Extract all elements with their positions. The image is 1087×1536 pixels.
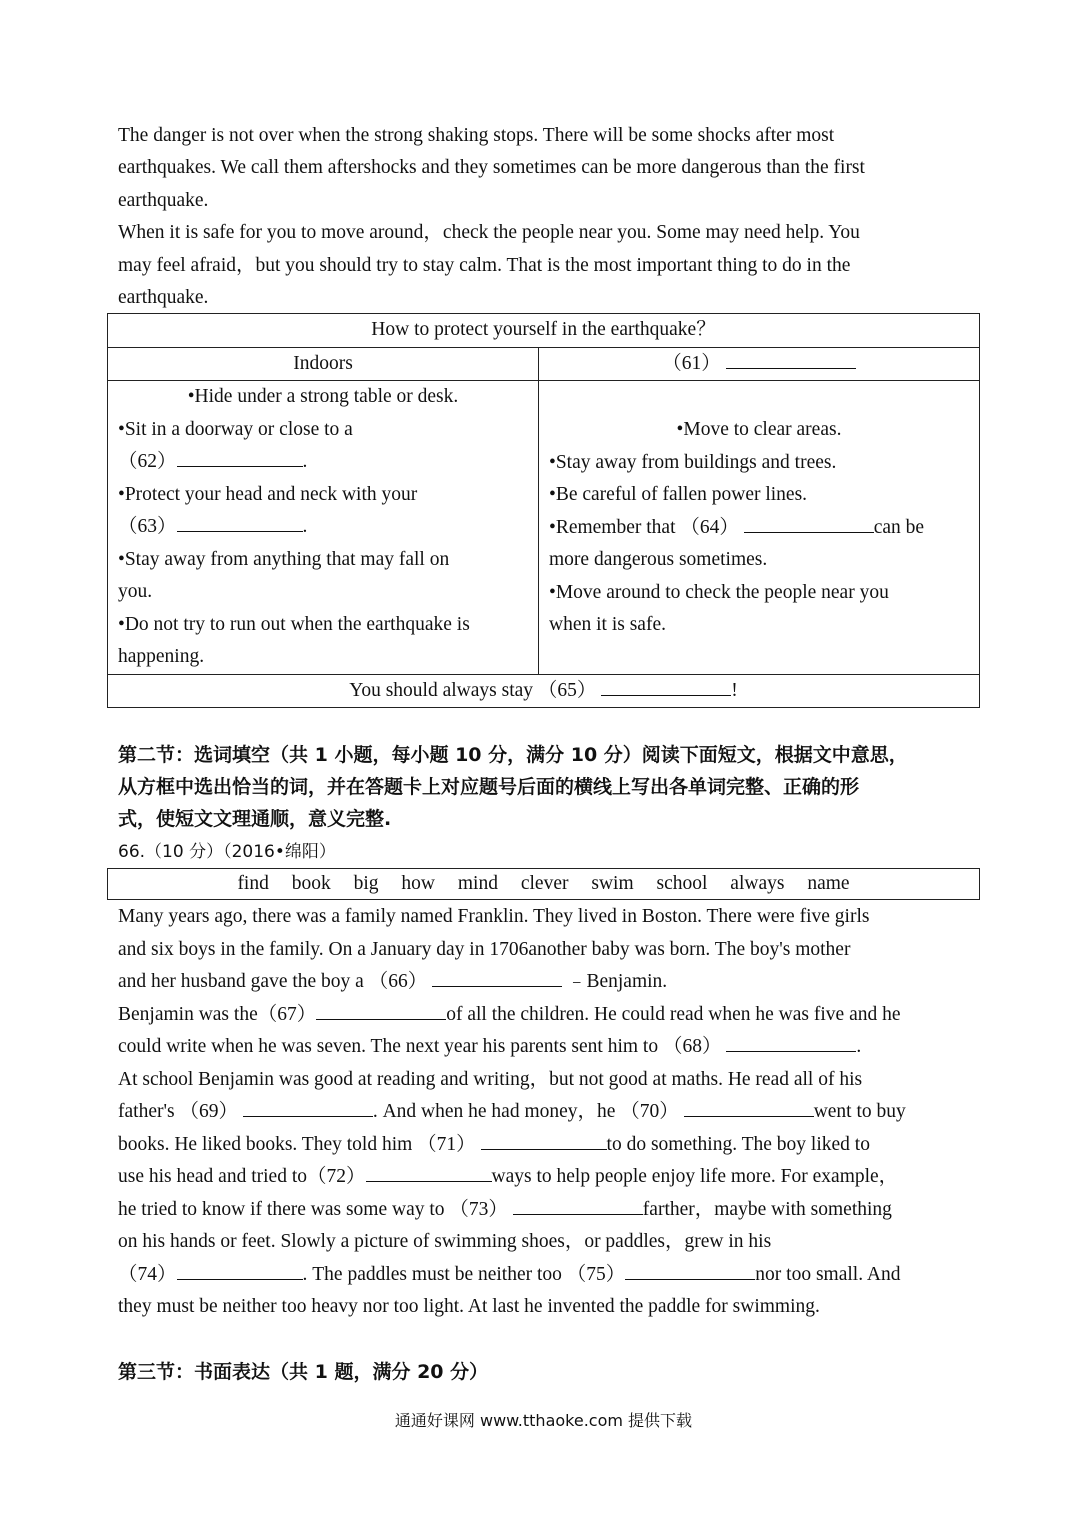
blank-61-label: （61）: [662, 352, 721, 374]
blank-66[interactable]: [432, 966, 562, 987]
word-bank-item: big: [353, 873, 379, 894]
passage-line: The danger is not over when the strong shaking stops. There will be some shocks after most: [118, 125, 835, 146]
blank-61[interactable]: [726, 348, 856, 369]
word-bank-item: mind: [457, 873, 498, 894]
passage-line: could write when he was seven. The next year his parents sent him to （68） .: [118, 1031, 861, 1063]
indoors-bullet: •Stay away from anything that may fall on: [118, 548, 450, 570]
indoors-cell: [108, 381, 539, 675]
outdoors-bullet-cont: more dangerous sometimes.: [549, 549, 768, 570]
passage-line: earthquake.: [118, 190, 209, 211]
blank-65[interactable]: [601, 675, 731, 696]
passage-line: When it is safe for you to move around，check the people near you. Some may need help. You: [118, 222, 860, 243]
indoors-bullet: •Protect your head and neck with your: [118, 483, 418, 505]
word-bank-item: how: [401, 873, 435, 894]
indoors-bullet-cont: （63） .: [118, 511, 528, 544]
blank-74[interactable]: [177, 1259, 303, 1280]
table-footer: You should always stay （65） !: [108, 674, 980, 708]
blank-71[interactable]: [481, 1129, 607, 1150]
indoors-bullet-cont: you.: [118, 581, 153, 602]
outdoors-cell: [539, 381, 980, 675]
section-heading: 式，使短文文理通顺，意义完整.: [118, 808, 392, 830]
passage-line: Benjamin was the（67） of all the children. He could read when he was five and he: [118, 999, 901, 1031]
passage-line: use his head and tried to（72） ways to help people enjoy life more. For example，: [118, 1161, 898, 1193]
passage-line: Many years ago, there was a family named Franklin. They lived in Boston. There were five girls: [118, 906, 870, 927]
word-bank-item: always: [730, 873, 785, 894]
blank-73[interactable]: [513, 1194, 643, 1215]
blank-67[interactable]: [316, 999, 446, 1020]
blank-69[interactable]: [243, 1096, 373, 1117]
outdoors-bullet: •Stay away from buildings and trees.: [549, 451, 837, 473]
passage-line: （74） . The paddles must be neither too （75） nor too small. And: [118, 1259, 900, 1291]
blank-72[interactable]: [366, 1161, 492, 1182]
blank-75[interactable]: [625, 1259, 755, 1280]
outdoors-bullet: •Move to clear areas.: [676, 419, 842, 440]
blank-63[interactable]: [177, 511, 303, 532]
question-label: 66.（10 分）（2016•绵阳）: [118, 842, 336, 862]
blank-70[interactable]: [684, 1096, 814, 1117]
indoors-bullet: •Do not try to run out when the earthquake is: [118, 613, 470, 635]
passage-line: father's （69） . And when he had money，he （70） went to buy: [118, 1096, 906, 1128]
earthquake-table: [107, 313, 980, 708]
table-title: How to protect yourself in the earthquake？: [108, 314, 980, 348]
passage-line: they must be neither too heavy nor too light. At last he invented the paddle for swimming.: [118, 1296, 820, 1317]
outdoors-bullet: •Be careful of fallen power lines.: [549, 484, 808, 505]
indoors-bullet-cont: （62） .: [118, 446, 528, 479]
indoors-bullet-cont: happening.: [118, 646, 205, 667]
word-bank: [107, 868, 980, 900]
passage-line: on his hands or feet. Slowly a picture of swimming shoes，or paddles，grew in his: [118, 1231, 772, 1252]
indoors-bullet: •Sit in a doorway or close to a: [118, 418, 353, 440]
passage-line: and six boys in the family. On a January day in 1706another baby was born. The boy's mother: [118, 939, 851, 960]
section-heading: 从方框中选出恰当的词，并在答题卡上对应题号后面的横线上写出各单词完整、正确的形: [118, 776, 860, 798]
word-bank-item: find: [237, 873, 269, 894]
page-footer: 通通好课网 www.tthaoke.com 提供下载: [394, 1411, 693, 1430]
passage-line: he tried to know if there was some way to （73） farther，maybe with something: [118, 1194, 892, 1226]
blank-62[interactable]: [177, 446, 303, 467]
word-bank-item: school: [656, 873, 708, 894]
word-bank-item: name: [807, 873, 850, 894]
blank-68[interactable]: [726, 1031, 856, 1052]
passage-line: At school Benjamin was good at reading and writing，but not good at maths. He read all of his: [118, 1069, 863, 1090]
passage-line: may feel afraid，but you should try to stay calm. That is the most important thing to do in the: [118, 255, 851, 276]
column-header-indoors: Indoors: [108, 347, 539, 381]
section-heading: 第三节：书面表达（共 1 题，满分 20 分）: [118, 1361, 489, 1383]
passage-line: earthquakes. We call them aftershocks and they sometimes can be more dangerous than the first: [118, 157, 865, 178]
passage-line: and her husband gave the boy a （66） ﹣Benjamin.: [118, 966, 667, 998]
passage-line: earthquake.: [118, 287, 209, 308]
outdoors-bullet: •Move around to check the people near you: [549, 581, 889, 603]
outdoors-bullet: •Remember that （64） can be: [549, 512, 969, 545]
column-header-61: [539, 347, 980, 381]
blank-64[interactable]: [744, 512, 874, 533]
word-bank-item: swim: [591, 873, 634, 894]
outdoors-bullet-cont: when it is safe.: [549, 614, 666, 635]
passage-line: books. He liked books. They told him （71） to do something. The boy liked to: [118, 1129, 870, 1161]
section-heading: 第二节：选词填空（共 1 小题，每小题 10 分，满分 10 分）阅读下面短文，根据文中意思，: [118, 744, 908, 766]
indoors-bullet: •Hide under a strong table or desk.: [187, 386, 459, 407]
word-bank-item: clever: [520, 873, 569, 894]
word-bank-item: book: [291, 873, 331, 894]
